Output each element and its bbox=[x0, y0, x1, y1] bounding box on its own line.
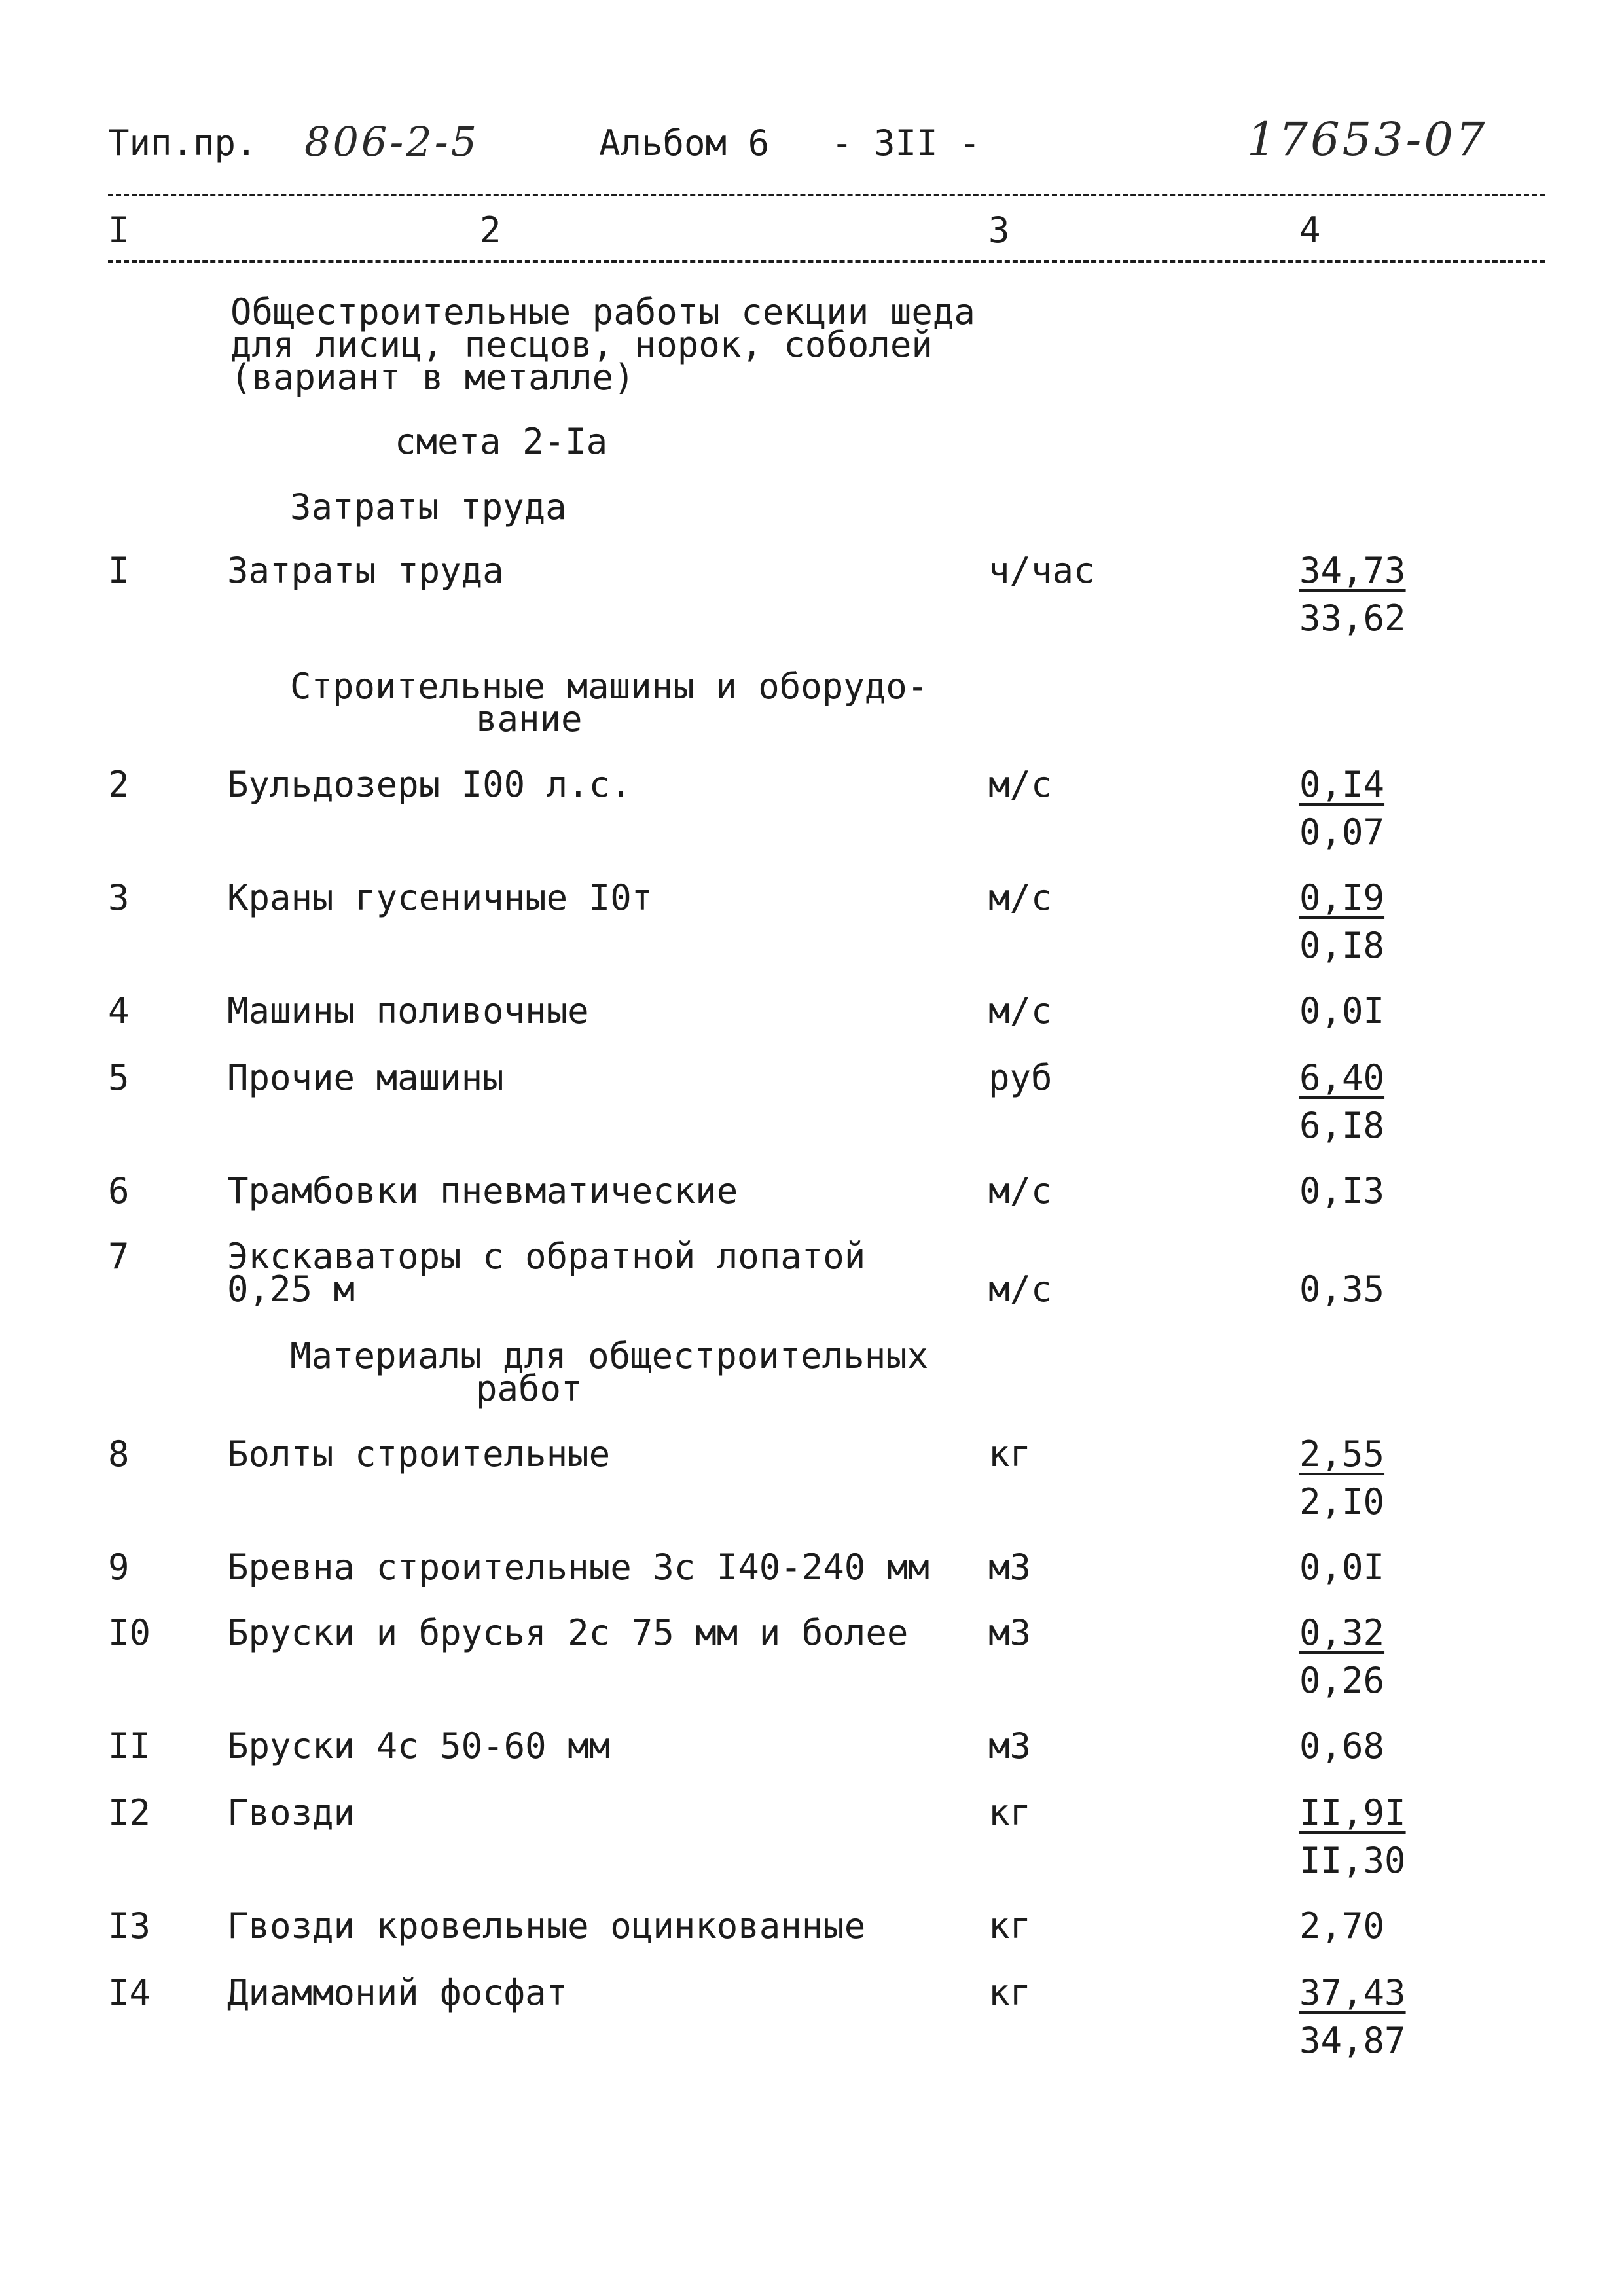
row-name: Бульдозеры I00 л.с. bbox=[227, 764, 632, 805]
row-value-secondary: 6,I8 bbox=[1299, 1105, 1385, 1146]
row-name: Машины поливочные bbox=[227, 990, 589, 1032]
row-number: I bbox=[108, 550, 130, 591]
row-value: 0,32 bbox=[1299, 1612, 1385, 1653]
row-number: 9 bbox=[108, 1547, 130, 1588]
header-project-number: 806-2-5 bbox=[304, 118, 480, 166]
row-number: 3 bbox=[108, 877, 130, 918]
row-number: I3 bbox=[108, 1905, 151, 1947]
row-value-secondary: 0,26 bbox=[1299, 1660, 1385, 1701]
row-name: Краны гусеничные I0т bbox=[227, 877, 653, 918]
row-unit: руб bbox=[988, 1057, 1053, 1098]
row-unit: м/с bbox=[988, 1268, 1053, 1310]
row-number: 6 bbox=[108, 1170, 130, 1212]
row-value: 2,55 bbox=[1299, 1433, 1385, 1475]
row-name: Диаммоний фосфат bbox=[227, 1972, 568, 2013]
row-unit: ч/час bbox=[988, 550, 1095, 591]
row-value-secondary: 0,I8 bbox=[1299, 925, 1385, 966]
row-unit: м/с bbox=[988, 990, 1053, 1032]
column-header-3: 3 bbox=[988, 209, 1010, 251]
row-name: Экскаваторы с обратной лопатой bbox=[227, 1236, 866, 1277]
row-number: 4 bbox=[108, 990, 130, 1032]
row-value: 0,0I bbox=[1299, 1547, 1385, 1588]
row-name: Бревна строительные 3с I40-240 мм bbox=[227, 1547, 929, 1588]
row-value-secondary: 2,I0 bbox=[1299, 1481, 1385, 1522]
section-machines-line-2: вание bbox=[476, 698, 583, 740]
table-rule-header bbox=[108, 260, 1545, 263]
section-materials-line-1: Материалы для общестроительных bbox=[290, 1335, 929, 1376]
row-value: 0,I3 bbox=[1299, 1170, 1385, 1212]
section-materials-line-2: работ bbox=[476, 1368, 583, 1409]
row-value: 0,0I bbox=[1299, 990, 1385, 1032]
row-number: 8 bbox=[108, 1433, 130, 1475]
row-value-secondary: II,30 bbox=[1299, 1840, 1406, 1881]
row-name: Гвозди кровельные оцинкованные bbox=[227, 1905, 866, 1947]
row-name: Болты строительные bbox=[227, 1433, 611, 1475]
row-number: 5 bbox=[108, 1057, 130, 1098]
row-value: 0,I9 bbox=[1299, 877, 1385, 918]
estimate-label: смета 2-Iа bbox=[395, 421, 608, 462]
row-name: Бруски и брусья 2с 75 мм и более bbox=[227, 1612, 909, 1653]
row-unit: м/с bbox=[988, 764, 1053, 805]
column-header-1: I bbox=[108, 209, 130, 251]
column-header-4: 4 bbox=[1299, 209, 1321, 251]
row-number: I0 bbox=[108, 1612, 151, 1653]
header-album: Альбом 6 bbox=[599, 122, 770, 164]
row-unit: кг bbox=[988, 1905, 1032, 1947]
row-unit: кг bbox=[988, 1792, 1032, 1833]
row-unit: м3 bbox=[988, 1612, 1032, 1653]
row-value: 6,40 bbox=[1299, 1057, 1385, 1098]
row-unit: м/с bbox=[988, 877, 1053, 918]
table-rule-top bbox=[108, 194, 1545, 196]
row-value: 0,68 bbox=[1299, 1725, 1385, 1767]
row-number: II bbox=[108, 1725, 151, 1767]
row-unit: м3 bbox=[988, 1547, 1032, 1588]
row-number: 7 bbox=[108, 1236, 130, 1277]
title-line-3: (вариант в металле) bbox=[230, 357, 635, 398]
section-labor: Затраты труда bbox=[290, 486, 567, 528]
row-value: 0,I4 bbox=[1299, 764, 1385, 805]
row-value-secondary: 33,62 bbox=[1299, 598, 1406, 639]
title-line-1: Общестроительные работы секции шеда bbox=[230, 291, 975, 332]
row-unit: кг bbox=[988, 1972, 1032, 2013]
row-value-secondary: 34,87 bbox=[1299, 2020, 1406, 2061]
row-value: 34,73 bbox=[1299, 550, 1406, 591]
row-number: I4 bbox=[108, 1972, 151, 2013]
row-unit: м/с bbox=[988, 1170, 1053, 1212]
row-name-continued: 0,25 м bbox=[227, 1268, 355, 1310]
row-name: Затраты труда bbox=[227, 550, 504, 591]
row-name: Гвозди bbox=[227, 1792, 355, 1833]
row-value: 37,43 bbox=[1299, 1972, 1406, 2013]
row-value: 0,35 bbox=[1299, 1268, 1385, 1310]
column-header-2: 2 bbox=[480, 209, 501, 251]
row-number: I2 bbox=[108, 1792, 151, 1833]
row-name: Прочие машины bbox=[227, 1057, 504, 1098]
row-value: II,9I bbox=[1299, 1792, 1406, 1833]
section-machines-line-1: Строительные машины и оборудо- bbox=[290, 666, 929, 707]
title-line-2: для лисиц, песцов, норок, соболей bbox=[230, 324, 933, 365]
row-unit: м3 bbox=[988, 1725, 1032, 1767]
row-unit: кг bbox=[988, 1433, 1032, 1475]
row-name: Трамбовки пневматические bbox=[227, 1170, 738, 1212]
row-value-secondary: 0,07 bbox=[1299, 812, 1385, 853]
row-name: Бруски 4с 50-60 мм bbox=[227, 1725, 611, 1767]
row-number: 2 bbox=[108, 764, 130, 805]
header-typ-label: Тип.пр. bbox=[108, 122, 257, 164]
header-page-number: - 3II - bbox=[831, 122, 981, 164]
header-doc-number: 17653-07 bbox=[1247, 113, 1488, 166]
row-value: 2,70 bbox=[1299, 1905, 1385, 1947]
